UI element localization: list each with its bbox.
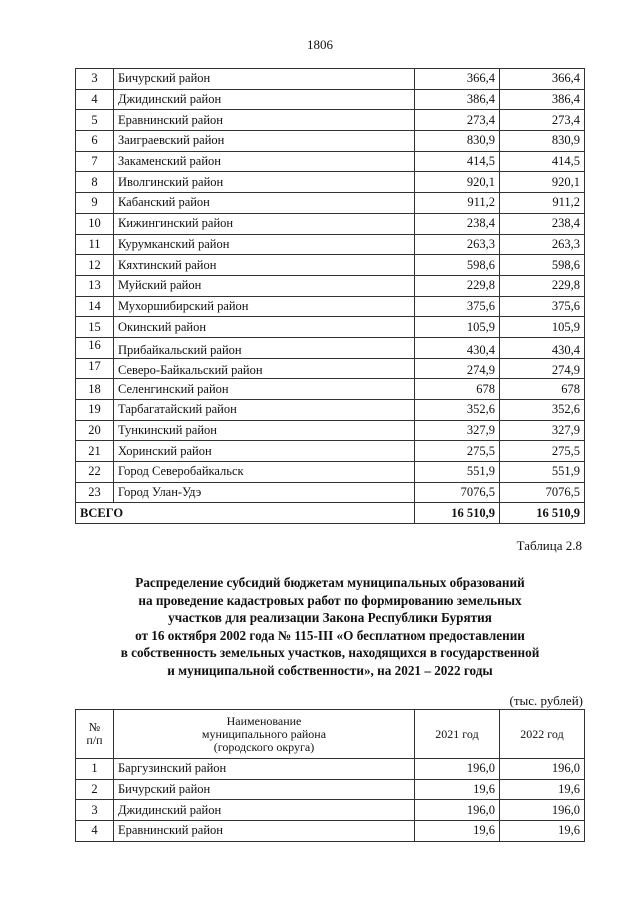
value-2022: 598,6 [500,255,585,276]
total-row [76,503,585,524]
row-number: 2 [76,779,114,800]
value-2022: 273,4 [500,110,585,131]
table-row [76,131,585,152]
header-name [114,710,415,759]
row-name: Заиграевский район [114,131,415,152]
value-2022: 274,9 [500,358,585,379]
value-2021: 273,4 [415,110,500,131]
value-2022: 7076,5 [500,482,585,503]
title-line: на проведение кадастровых работ по формированию земельных [138,592,522,608]
value-2021: 830,9 [415,131,500,152]
row-number: 6 [76,131,114,152]
table-row [76,482,585,503]
value-2022: 19,6 [500,779,585,800]
row-name: Муйский район [114,275,415,296]
value-2022: 196,0 [500,800,585,821]
row-number: 22 [76,462,114,483]
value-2021: 327,9 [415,420,500,441]
row-number: 1 [76,759,114,780]
header-2022: 2022 год [500,710,585,759]
value-2022: 352,6 [500,400,585,421]
value-2022: 238,4 [500,213,585,234]
total-2021: 16 510,9 [415,503,500,524]
row-name: Селенгинский район [114,379,415,400]
table-row [76,89,585,110]
value-2022: 911,2 [500,193,585,214]
value-2022: 229,8 [500,275,585,296]
row-name: Иволгинский район [114,172,415,193]
row-name: Прибайкальский район [114,337,415,358]
value-2021: 352,6 [415,400,500,421]
value-2022: 327,9 [500,420,585,441]
row-name: Еравнинский район [114,110,415,131]
page-number: 1806 [307,37,333,52]
value-2022: 196,0 [500,759,585,780]
cadastral-subsidy-table [75,709,585,842]
title-line: от 16 октября 2002 года № 115-III «О бесплатном предоставлении [135,627,525,643]
row-name: Тункинский район [114,420,415,441]
row-name: Джидинский район [114,800,415,821]
title-line: в собственность земельных участков, находящихся в государственной [120,645,540,660]
table-row [76,275,585,296]
header-line: муниципального района [201,726,327,741]
value-2022: 386,4 [500,89,585,110]
table-row [76,462,585,483]
value-2021: 263,3 [415,234,500,255]
value-2022: 366,4 [500,69,585,90]
header-line: (городского округа) [213,739,315,754]
table-row [76,296,585,317]
header-line: № [88,720,101,734]
header-line: Наименование [226,713,302,728]
row-name: Кижингинский район [114,213,415,234]
row-name: Северо-Байкальский район [114,358,415,379]
value-2021: 105,9 [415,317,500,338]
value-2022: 678 [500,379,585,400]
row-number: 14 [76,296,114,317]
value-2022: 263,3 [500,234,585,255]
row-number: 18 [76,379,114,400]
value-2021: 7076,5 [415,482,500,503]
table-row [76,420,585,441]
title-line: и муниципальной собственности», на 2021 – 2022 годы [167,662,493,678]
row-name: Еравнинский район [114,821,415,842]
row-name: Бичурский район [114,69,415,90]
table-row [76,255,585,276]
table-row [76,172,585,193]
table-row [76,213,585,234]
value-2022: 414,5 [500,151,585,172]
value-2021: 414,5 [415,151,500,172]
row-number: 13 [76,275,114,296]
header-line: п/п [86,733,103,747]
row-name: Кяхтинский район [114,255,415,276]
row-number: 16 [76,337,114,358]
table-row [76,151,585,172]
value-2022: 551,9 [500,462,585,483]
row-name: Хоринский район [114,441,415,462]
row-number: 19 [76,400,114,421]
value-2021: 196,0 [415,759,500,780]
value-2021: 275,5 [415,441,500,462]
row-number: 5 [76,110,114,131]
row-number: 11 [76,234,114,255]
row-name: Окинский район [114,317,415,338]
row-number: 8 [76,172,114,193]
value-2021: 920,1 [415,172,500,193]
row-name: Кабанский район [114,193,415,214]
row-number: 15 [76,317,114,338]
table-row [76,379,585,400]
row-name: Тарбагатайский район [114,400,415,421]
table-row [76,110,585,131]
value-2022: 105,9 [500,317,585,338]
row-name: Баргузинский район [114,759,415,780]
row-name: Мухоршибирский район [114,296,415,317]
total-label: ВСЕГО [76,503,415,524]
row-name: Закаменский район [114,151,415,172]
value-2021: 551,9 [415,462,500,483]
header-row [76,710,585,759]
value-2022: 430,4 [500,337,585,358]
total-2022: 16 510,9 [500,503,585,524]
row-name: Бичурский район [114,779,415,800]
row-number: 9 [76,193,114,214]
table-caption: Таблица 2.8 [516,538,582,553]
title-line: Распределение субсидий бюджетам муниципальных образований [135,575,525,590]
value-2021: 19,6 [415,821,500,842]
value-2022: 375,6 [500,296,585,317]
row-name: Город Северобайкальск [114,462,415,483]
table-row [76,234,585,255]
table-row [76,69,585,90]
value-2022: 920,1 [500,172,585,193]
row-number: 4 [76,89,114,110]
title-line: участков для реализации Закона Республики Бурятия [168,610,492,625]
row-number: 7 [76,151,114,172]
value-2021: 19,6 [415,779,500,800]
row-number: 4 [76,821,114,842]
value-2021: 274,9 [415,358,500,379]
header-num [76,710,114,759]
table-row [76,337,585,358]
table-row [76,358,585,379]
table-row [76,759,585,780]
value-2022: 19,6 [500,821,585,842]
table-row [76,779,585,800]
row-number: 3 [76,69,114,90]
row-number: 23 [76,482,114,503]
row-name: Город Улан-Удэ [114,482,415,503]
value-2022: 275,5 [500,441,585,462]
table-row [76,441,585,462]
value-2021: 598,6 [415,255,500,276]
value-2021: 229,8 [415,275,500,296]
value-2021: 430,4 [415,337,500,358]
row-number: 17 [76,358,114,379]
value-2021: 375,6 [415,296,500,317]
row-number: 12 [76,255,114,276]
row-name: Курумканский район [114,234,415,255]
row-number: 10 [76,213,114,234]
value-2021: 366,4 [415,69,500,90]
value-2021: 196,0 [415,800,500,821]
table-row [76,317,585,338]
row-number: 20 [76,420,114,441]
table-row [76,193,585,214]
table-row [76,821,585,842]
table-row [76,800,585,821]
row-number: 21 [76,441,114,462]
value-2021: 386,4 [415,89,500,110]
table-title [60,574,600,679]
table-row [76,400,585,421]
value-2021: 911,2 [415,193,500,214]
value-2021: 678 [415,379,500,400]
value-2022: 830,9 [500,131,585,152]
row-name: Джидинский район [114,89,415,110]
value-2021: 238,4 [415,213,500,234]
row-number: 3 [76,800,114,821]
header-2021: 2021 год [415,710,500,759]
units-label: (тыс. рублей) [509,693,583,708]
subsidy-table-continued [75,68,585,524]
